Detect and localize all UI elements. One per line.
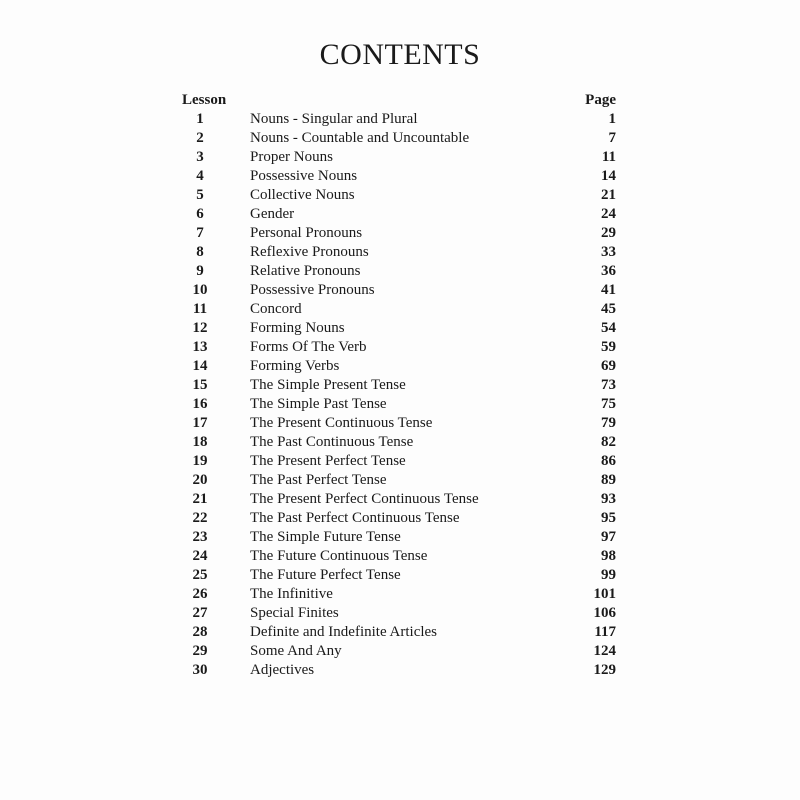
contents-row — [0, 319, 800, 338]
contents-row — [0, 129, 800, 148]
lesson-column-header: Lesson — [182, 92, 227, 108]
contents-row — [0, 528, 800, 547]
page-number: 124 — [593, 643, 616, 659]
lesson-topic: The Present Perfect Continuous Tense — [250, 491, 479, 507]
lesson-topic: Concord — [250, 301, 302, 317]
lesson-number: 7 — [196, 225, 204, 241]
page-column-header: Page — [585, 92, 616, 108]
lesson-number: 11 — [192, 301, 208, 317]
lesson-topic: Adjectives — [250, 662, 315, 678]
lesson-topic: Special Finites — [250, 605, 339, 621]
lesson-number: 10 — [192, 282, 208, 298]
lesson-topic: Gender — [250, 206, 295, 222]
lesson-topic: Some And Any — [250, 643, 342, 659]
contents-row — [0, 547, 800, 566]
page-number: 24 — [601, 206, 616, 222]
lesson-topic: The Future Perfect Tense — [250, 567, 401, 583]
lesson-topic: The Simple Future Tense — [250, 529, 401, 545]
lesson-topic: The Past Perfect Tense — [250, 472, 387, 488]
lesson-topic: The Present Perfect Tense — [250, 453, 406, 469]
lesson-number: 1 — [196, 111, 204, 127]
contents-row — [0, 452, 800, 471]
lesson-number: 30 — [192, 662, 208, 678]
page-number: 129 — [593, 662, 616, 678]
lesson-number: 9 — [196, 263, 204, 279]
page-number: 97 — [601, 529, 616, 545]
lesson-topic: Possessive Nouns — [250, 168, 358, 184]
lesson-number: 12 — [192, 320, 208, 336]
contents-row — [0, 509, 800, 528]
lesson-topic: Relative Pronouns — [250, 263, 361, 279]
page-number: 95 — [601, 510, 616, 526]
contents-row — [0, 566, 800, 585]
page-number: 21 — [601, 187, 616, 203]
page-number: 75 — [601, 396, 616, 412]
lesson-topic: Nouns - Singular and Plural — [250, 111, 418, 127]
contents-row — [0, 395, 800, 414]
lesson-number: 25 — [192, 567, 208, 583]
lesson-topic: Nouns - Countable and Uncountable — [250, 130, 470, 146]
lesson-number: 29 — [192, 643, 208, 659]
lesson-topic: The Infinitive — [250, 586, 333, 602]
contents-row — [0, 433, 800, 452]
page-number: 14 — [601, 168, 616, 184]
page-number: 36 — [601, 263, 616, 279]
lesson-number: 13 — [192, 339, 208, 355]
contents-row — [0, 585, 800, 604]
page-number: 54 — [601, 320, 616, 336]
lesson-number: 27 — [192, 605, 208, 621]
contents-row — [0, 490, 800, 509]
lesson-number: 3 — [196, 149, 204, 165]
page-number: 86 — [601, 453, 616, 469]
lesson-number: 5 — [196, 187, 204, 203]
contents-row — [0, 205, 800, 224]
contents-row — [0, 300, 800, 319]
page-number: 93 — [601, 491, 616, 507]
contents-row — [0, 642, 800, 661]
contents-row — [0, 623, 800, 642]
contents-row — [0, 243, 800, 262]
contents-row — [0, 604, 800, 623]
lesson-topic: Collective Nouns — [250, 187, 355, 203]
lesson-topic: Possessive Pronouns — [250, 282, 375, 298]
lesson-number: 15 — [192, 377, 208, 393]
lesson-topic: The Past Perfect Continuous Tense — [250, 510, 460, 526]
page-number: 41 — [601, 282, 616, 298]
page-number: 79 — [601, 415, 616, 431]
lesson-number: 24 — [192, 548, 208, 564]
page-number: 99 — [601, 567, 616, 583]
lesson-number: 26 — [192, 586, 208, 602]
page-number: 82 — [601, 434, 616, 450]
page-title: CONTENTS — [319, 38, 481, 71]
lesson-topic: Definite and Indefinite Articles — [250, 624, 438, 640]
contents-row — [0, 262, 800, 281]
page-number: 106 — [593, 605, 616, 621]
lesson-topic: Forming Nouns — [250, 320, 345, 336]
contents-list — [0, 110, 800, 680]
lesson-number: 6 — [196, 206, 204, 222]
lesson-topic: Forms Of The Verb — [250, 339, 367, 355]
page-number: 33 — [601, 244, 616, 260]
lesson-number: 14 — [192, 358, 208, 374]
lesson-number: 17 — [192, 415, 208, 431]
contents-row — [0, 414, 800, 433]
contents-row — [0, 376, 800, 395]
lesson-topic: The Past Continuous Tense — [250, 434, 414, 450]
contents-row — [0, 281, 800, 300]
lesson-number: 19 — [192, 453, 208, 469]
contents-row — [0, 167, 800, 186]
contents-row — [0, 224, 800, 243]
lesson-topic: The Future Continuous Tense — [250, 548, 428, 564]
lesson-topic: Reflexive Pronouns — [250, 244, 369, 260]
lesson-number: 20 — [192, 472, 208, 488]
lesson-topic: Forming Verbs — [250, 358, 340, 374]
lesson-number: 16 — [192, 396, 208, 412]
lesson-number: 2 — [196, 130, 204, 146]
page-number: 45 — [601, 301, 616, 317]
lesson-number: 28 — [192, 624, 208, 640]
page-number: 59 — [601, 339, 616, 355]
contents-row — [0, 471, 800, 490]
page-number: 117 — [594, 624, 616, 640]
page-number: 101 — [593, 586, 616, 602]
lesson-number: 23 — [192, 529, 208, 545]
contents-row — [0, 110, 800, 129]
lesson-number: 18 — [192, 434, 208, 450]
lesson-number: 8 — [196, 244, 204, 260]
page-number: 1 — [608, 111, 616, 127]
lesson-number: 4 — [196, 168, 204, 184]
lesson-topic: The Simple Present Tense — [250, 377, 406, 393]
contents-row — [0, 661, 800, 680]
contents-row — [0, 148, 800, 167]
contents-row — [0, 186, 800, 205]
lesson-topic: The Present Continuous Tense — [250, 415, 433, 431]
lesson-number: 21 — [192, 491, 208, 507]
lesson-topic: The Simple Past Tense — [250, 396, 387, 412]
contents-row — [0, 338, 800, 357]
lesson-number: 22 — [192, 510, 208, 526]
page-number: 98 — [601, 548, 616, 564]
lesson-topic: Proper Nouns — [250, 149, 333, 165]
lesson-topic: Personal Pronouns — [250, 225, 363, 241]
page-number: 29 — [601, 225, 616, 241]
page-number: 89 — [601, 472, 616, 488]
page-number: 73 — [601, 377, 616, 393]
contents-row — [0, 357, 800, 376]
page-number: 11 — [601, 149, 616, 165]
page-number: 7 — [608, 130, 616, 146]
page-number: 69 — [601, 358, 616, 374]
